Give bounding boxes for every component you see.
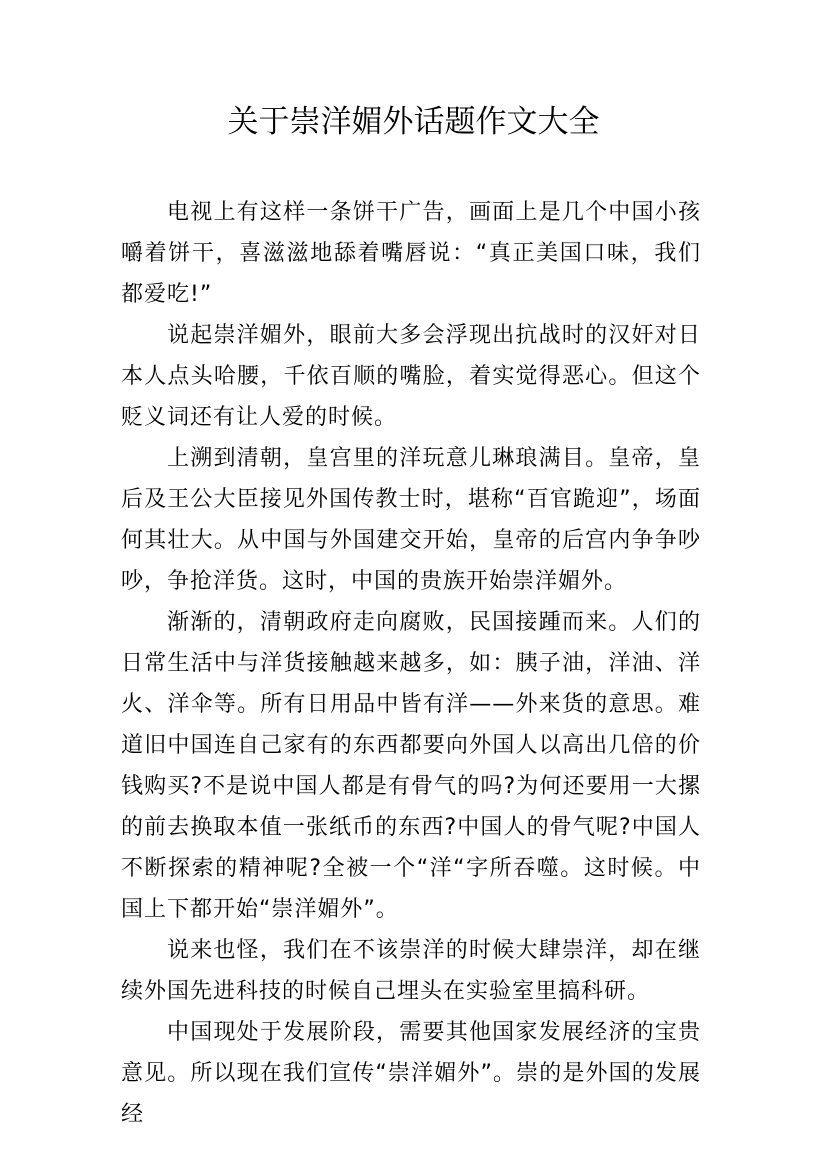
document-body bbox=[121, 192, 701, 1135]
paragraph-1: 电视上有这样一条饼干广告，画面上是几个中国小孩嚼着饼干，喜滋滋地舔着嘴唇说：“真正美国口味，我们都爱吃!” bbox=[121, 200, 701, 307]
document-title: 关于崇洋媚外话题作文大全 bbox=[227, 104, 600, 140]
paragraph-6: 中国现处于发展阶段，需要其他国家发展经济的宝贵意见。所以现在我们宣传“崇洋媚外”。崇的是外国的发展经 bbox=[121, 1020, 701, 1127]
paragraph-2: 说起崇洋媚外，眼前大多会浮现出抗战时的汉奸对日本人点头哈腰，千依百顺的嘴脸，着实觉得恶心。但这个贬义词还有让人爱的时候。 bbox=[121, 323, 701, 430]
paragraph-4: 渐渐的，清朝政府走向腐败，民国接踵而来。人们的日常生活中与洋货接触越来越多，如：胰子油，洋油、洋火、洋伞等。所有日用品中皆有洋——外来货的意思。难道旧中国连自己家有的东西都要向外国人以高出几倍的价钱购买?不是说中国人都是有骨气的吗?为何还要用一大摞的前去换取本值一张纸币的东西?中国人的骨气呢?中国人不断探索的精神呢?全被一个“洋“字所吞噬。这时候。中国上下都开始“崇洋媚外”。 bbox=[121, 610, 701, 922]
paragraph-5: 说来也怪，我们在不该崇洋的时候大肆崇洋，却在继续外国先进科技的时候自己埋头在实验室里搞科研。 bbox=[121, 938, 701, 1004]
paragraph-3: 上溯到清朝，皇宫里的洋玩意儿琳琅满目。皇帝，皇后及王公大臣接见外国传教士时，堪称“百官跪迎”，场面何其壮大。从中国与外国建交开始，皇帝的后宫内争争吵吵，争抢洋货。这时，中国的贵族开始崇洋媚外。 bbox=[121, 446, 701, 594]
